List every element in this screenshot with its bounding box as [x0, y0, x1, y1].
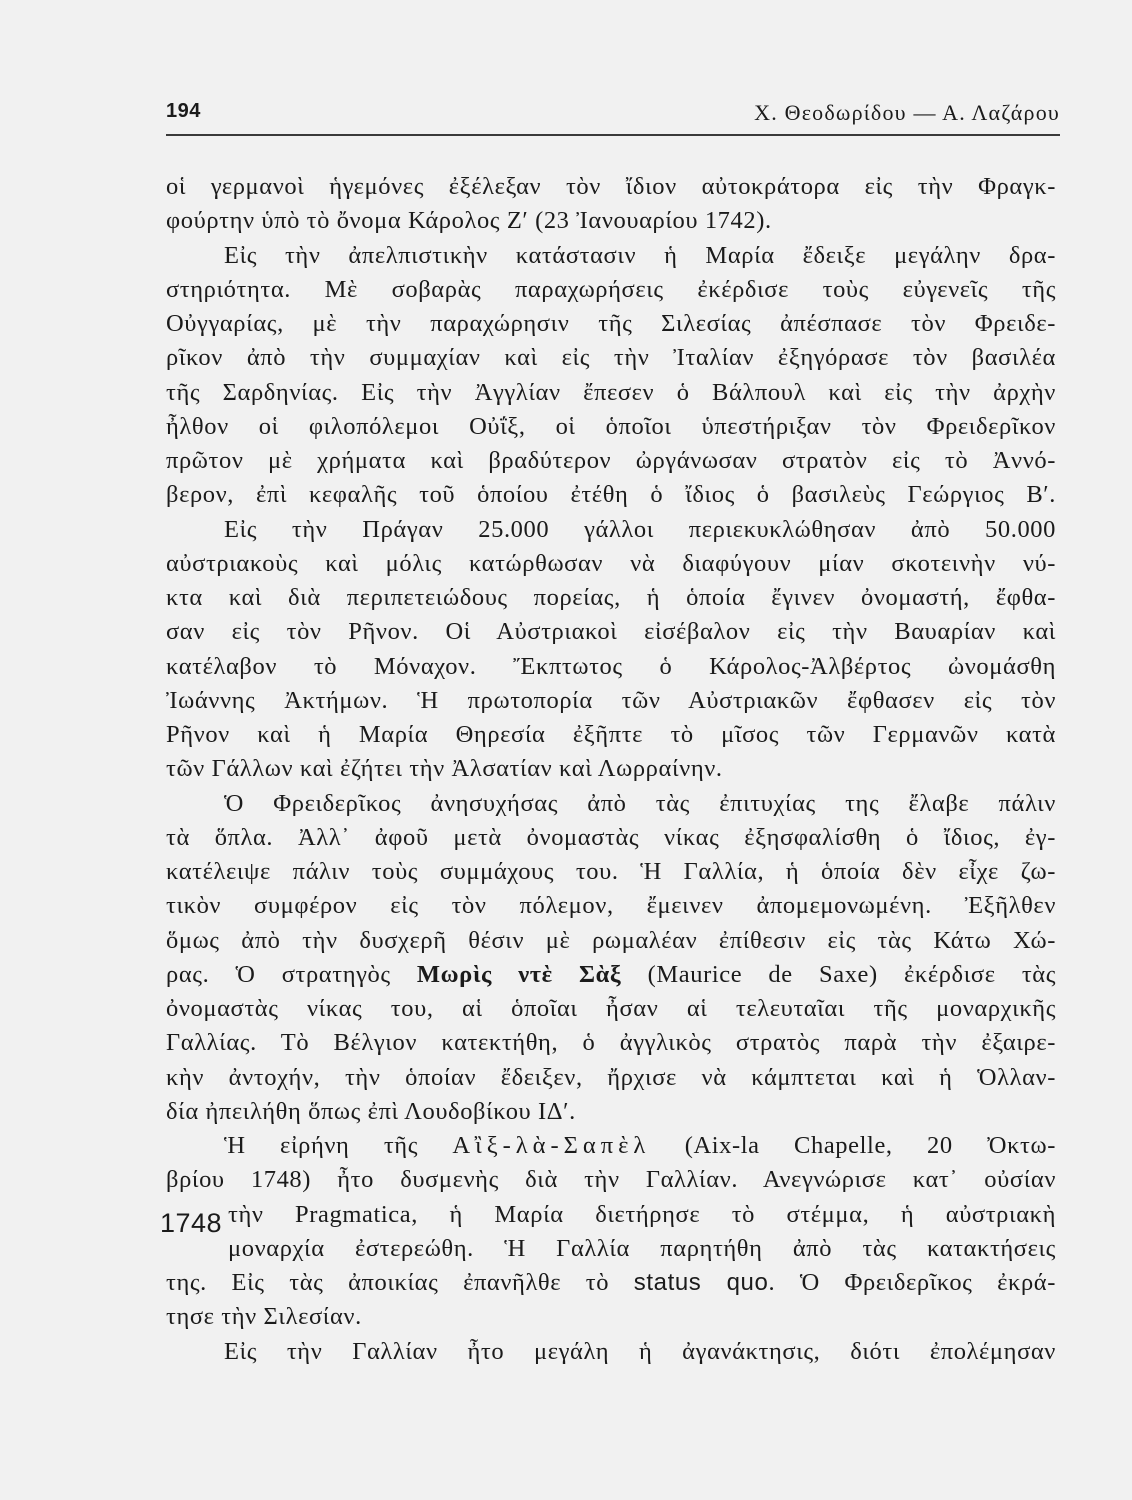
text-line: κὴν ἀντοχήν, τὴν ὁποίαν ἔδειξεν, ἤρχισε νὰ κάμπτεται καὶ ἡ Ὁλλαν- — [166, 1063, 1056, 1091]
text-line: στηριότητα. Μὲ σοβαρὰς παραχωρήσεις ἐκέρδισε τοὺς εὐγενεῖς τῆς — [166, 275, 1056, 303]
text-line: τῆς Σαρδηνίας. Εἰς τὴν Ἀγγλίαν ἔπεσεν ὁ Βάλπουλ καὶ εἰς τὴν ἀρχὴν — [166, 378, 1056, 406]
paragraph-start: Εἰς τὴν Γαλλίαν ἦτο μεγάλη ἡ ἀγανάκτησις, διότι ἐπολέμησαν — [224, 1337, 1056, 1365]
text-line: ρῖκον ἀπὸ τὴν συμμαχίαν καὶ εἰς τὴν Ἰταλίαν ἐξηγόρασε τὸν βασιλέα — [166, 344, 1056, 372]
running-head: Χ. Θεοδωρίδου — Α. Λαζάρου — [754, 100, 1060, 125]
text-segment: ρας. Ὁ στρατηγὸς — [166, 960, 417, 988]
text-segment: Ἡ εἰρήνη τῆς — [224, 1132, 453, 1159]
text-line: Γαλλίας. Τὸ Βέλγιον κατεκτήθη, ὁ ἀγγλικὸς στρατὸς παρὰ τὴν ἐξαιρε- — [166, 1029, 1056, 1057]
text-line: σαν εἰς τὸν Ρῆνον. Οἱ Αὐστριακοὶ εἰσέβαλον εἰς τὴν Βαυαρίαν καὶ — [166, 618, 1056, 646]
text-segment: . Ὁ Φρειδερῖκος ἐκρά- — [768, 1269, 1056, 1296]
text-line: οἱ γερμανοὶ ἡγεμόνες ἐξέλεξαν τὸν ἴδιον αὐτοκράτορα εἰς τὴν Φραγκ- — [166, 173, 1056, 200]
text-segment: (Maurice de Saxe) ἐκέρδισε τὰς — [621, 960, 1056, 988]
text-line: πρῶτον μὲ χρήματα καὶ βραδύτερον ὠργάνωσαν στρατὸν εἰς τὸ Ἀννό- — [166, 447, 1056, 474]
text-line: μοναρχία ἐστερεώθη. Ἡ Γαλλία παρητήθη ἀπὸ τὰς κατακτήσεις — [228, 1234, 1056, 1262]
paragraph-start: Ὁ Φρειδερῖκος ἀνησυχήσας ἀπὸ τὰς ἐπιτυχίας της ἔλαβε πάλιν — [224, 789, 1056, 817]
text-line: βερον, ἐπὶ κεφαλῆς τοῦ ὁποίου ἐτέθη ὁ ἴδιος ὁ βασιλεὺς Γεώργιος Β′. — [166, 481, 1056, 509]
text-line: δία ἠπειλήθη ὅπως ἐπὶ Λουδοβίκου ΙΔ′. — [166, 1097, 576, 1125]
text-line — [166, 1266, 1056, 1300]
text-segment: (Aix-la Chapelle, 20 Ὀκτω- — [650, 1132, 1056, 1159]
text-line: βρίου 1748) ἦτο δυσμενὴς διὰ τὴν Γαλλίαν. Ανεγνώρισε κατ᾽ οὐσίαν — [166, 1166, 1056, 1194]
text-line: Ρῆνον καὶ ἡ Μαρία Θηρεσία ἐξῆπτε τὸ μῖσος τῶν Γερμανῶν κατὰ — [166, 721, 1056, 748]
text-line: τησε τὴν Σιλεσίαν. — [166, 1303, 362, 1331]
text-line: αὐστριακοὺς καὶ μόλις κατώρθωσαν νὰ διαφύγουν μίαν σκοτεινὴν νύ- — [166, 549, 1056, 577]
page-number: 194 — [166, 100, 201, 122]
text-line: κατέλαβον τὸ Μόναχον. Ἔκπτωτος ὁ Κάρολος-Ἀλβέρτος ὠνομάσθη — [166, 652, 1056, 680]
spaced-name-aix: Αἲξ-λὰ-Σαπὲλ — [452, 1132, 651, 1159]
text-line: ὀνομαστὰς νίκας του, αἱ ὁποῖαι ἦσαν αἱ τελευταῖαι τῆς μοναρχικῆς — [166, 995, 1056, 1022]
bold-name-saxe: Μωρὶς ντὲ Σὰξ — [416, 960, 622, 988]
latin-term: status quo — [633, 1269, 769, 1296]
text-line: κατέλειψε πάλιν τοὺς συμμάχους του. Ἡ Γαλλία, ἡ ὁποία δὲν εἶχε ζω- — [166, 858, 1056, 885]
text-line — [166, 958, 1056, 992]
text-line: ὅμως ἀπὸ τὴν δυσχερῆ θέσιν μὲ ρωμαλέαν ἐπίθεσιν εἰς τὰς Κάτω Χώ- — [166, 926, 1056, 954]
text-line: Ἰωάννης Ἀκτήμων. Ἡ πρωτοπορία τῶν Αὐστριακῶν ἔφθασεν εἰς τὸν — [166, 686, 1056, 714]
text-line: Οὐγγαρίας, μὲ τὴν παραχώρησιν τῆς Σιλεσίας ἀπέσπασε τὸν Φρειδε- — [166, 310, 1056, 337]
page-header — [166, 100, 1060, 136]
text-line: κτα καὶ διὰ περιπετειώδους πορείας, ἡ ὁποία ἔγινεν ὀνομαστή, ἔφθα- — [166, 584, 1056, 611]
text-line: τὰ ὅπλα. Ἀλλ᾽ ἀφοῦ μετὰ ὀνομαστὰς νίκας ἐξησφαλίσθη ὁ ἴδιος, ἐγ- — [166, 823, 1056, 851]
text-line: φούρτην ὑπὸ τὸ ὄνομα Κάρολος Ζ′ (23 Ἰανουαρίου 1742). — [166, 207, 772, 235]
text-line: τῶν Γάλλων καὶ ἐζήτει τὴν Ἀλσατίαν καὶ Λωρραίνην. — [166, 755, 723, 783]
paragraph-start: Εἰς τὴν ἀπελπιστικὴν κατάστασιν ἡ Μαρία ἔδειξε μεγάλην δρα- — [224, 241, 1056, 269]
text-line: τικὸν συμφέρον εἰς τὸν πόλεμον, ἔμεινεν ἀπομεμονωμένη. Ἐξῆλθεν — [166, 892, 1056, 920]
text-segment: της. Εἰς τὰς ἀποικίας ἐπανῆλθε τὸ — [166, 1269, 634, 1296]
text-line: τὴν Pragmatica, ἡ Μαρία διετήρησε τὸ στέμμα, ἡ αὐστριακὴ — [228, 1200, 1056, 1228]
text-line: ἦλθον οἱ φιλοπόλεμοι Οὐΐξ, οἱ ὁποῖοι ὑπεστήριξαν τὸν Φρειδερῖκον — [166, 412, 1056, 440]
margin-note-year: 1748 — [160, 1208, 223, 1238]
paragraph-start — [166, 1129, 1056, 1163]
paragraph-start: Εἰς τὴν Πράγαν 25.000 γάλλοι περιεκυκλώθησαν ἀπὸ 50.000 — [224, 515, 1056, 543]
body-text — [166, 170, 1056, 1369]
